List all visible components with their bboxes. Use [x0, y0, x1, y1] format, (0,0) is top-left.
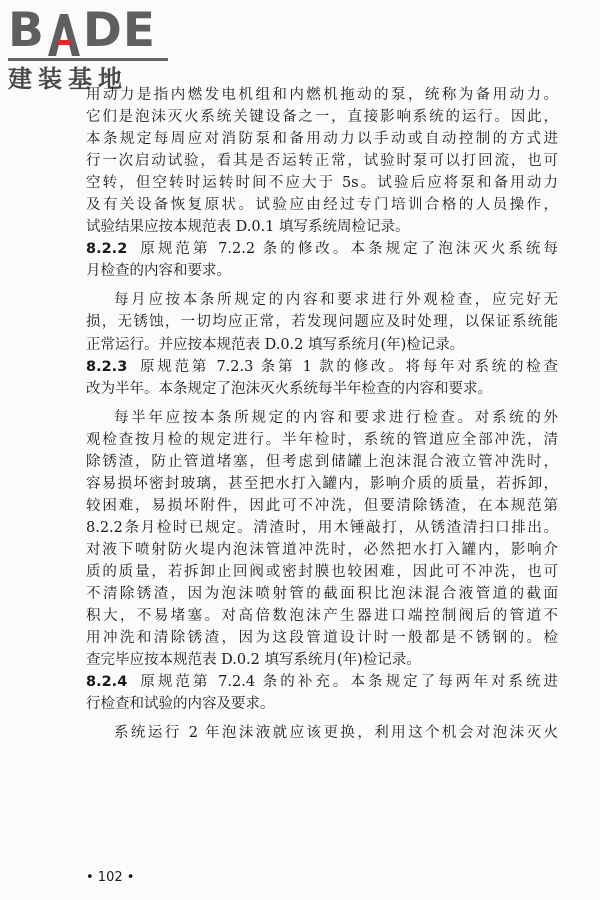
logo-letters-right: DE [82, 3, 156, 58]
section-heading-line: 改为半年。本条规定了泡沫灭火系统每半年检查的内容和要求。 [86, 380, 492, 397]
section-8-2-3 [86, 356, 558, 672]
section-heading-line: 月检查的内容和要求。 [86, 263, 231, 280]
text-line: 质的质量，若拆卸止回阀或密封膜也较困难，因此可不冲洗，也可 [86, 563, 558, 580]
section-number: 8.2.3 [86, 358, 128, 375]
logo-letters-left: B [8, 3, 45, 58]
logo-a-glyph [46, 12, 82, 56]
text-line: 不清除锈渣，因为泡沫喷射管的截面积比泡沫混合液管道的截面 [86, 586, 558, 603]
text-line: 每半年应按本条所规定的内容和要求进行检查。对系统的外 [114, 409, 558, 426]
text-line: 观检查按月检的规定进行。半年检时，系统的管道应全部冲洗，清 [86, 431, 558, 448]
section-8-2-2 [86, 238, 558, 355]
section-heading-line: 行检查和试验的内容及要求。 [86, 696, 275, 713]
page-number: • 102 • [86, 870, 135, 885]
text-line: 它们是泡沫灭火系统关键设备之一，直接影响系统的运行。因此， [86, 109, 558, 126]
text-line: 每月应按本条所规定的内容和要求进行外观检查，应完好无 [114, 292, 558, 309]
text-line: 用冲洗和清除锈渣，因为这段管道设计时一般都是不锈钢的。检 [86, 630, 558, 647]
text-line: 正常运行。并应按本规范表 D.0.2 填写系统月(年)检记录。 [86, 336, 465, 353]
text-line: 试验结果应按本规范表 D.0.1 填写系统周检记录。 [86, 219, 410, 236]
brand-logo [8, 3, 178, 93]
logo-a-icon [46, 12, 82, 56]
text-line: 对液下喷射防火堤内泡沫管道冲洗时，必然把水打入罐内，影响介 [86, 541, 558, 558]
text-line: 及有关设备恢复原状。试验应由经过专门培训合格的人员操作， [86, 197, 558, 214]
section-8-2-4 [86, 671, 558, 744]
section-number: 8.2.4 [86, 674, 128, 691]
text-line: 空转，但空转时运转时间不应大于 5s。试验后应将泵和备用动力 [86, 175, 558, 192]
section-heading-line: 原规范第 7.2.2 条的修改。本条规定了泡沫灭火系统每 [137, 241, 558, 258]
text-line: 损，无锈蚀，一切均应正常，若发现问题应及时处理，以保证系统能 [86, 314, 558, 331]
text-line: 较困难，易损坏附件，因此可不冲洗，但要清除锈渣，在本规范第 [86, 497, 558, 514]
text-line: 行一次启动试验，看其是否运转正常，试验时泵可以打回流，也可 [86, 153, 558, 170]
logo-wordmark [8, 3, 178, 58]
text-line: 系统运行 2 年泡沫液就应该更换，利用这个机会对泡沫灭火 [114, 725, 558, 742]
text-line: 用动力是指内燃发电机组和内燃机拖动的泵，统称为备用动力。 [86, 87, 558, 103]
text-line: 除锈渣，防止管道堵塞，但考虑到储罐上泡沫混合液立管冲洗时， [86, 453, 558, 470]
section-heading-line: 原规范第 7.2.3 条第 1 款的修改。将每年对系统的检查 [137, 358, 558, 375]
section-heading-line: 原规范第 7.2.4 条的补充。本条规定了每两年对系统进 [137, 674, 558, 691]
logo-divider [8, 58, 168, 61]
text-line: 查完毕应按本规范表 D.0.2 填写系统月(年)检记录。 [86, 652, 421, 669]
logo-tagline: 建装基地 [8, 65, 128, 93]
paragraph-continuation [86, 84, 558, 238]
text-line: 8.2.2条月检时已规定。清渣时，用木锤敲打，从锈渣清扫口排出。 [86, 519, 558, 536]
text-line: 积大，不易堵塞。对高倍数泡沫产生器进口端控制阀后的管道不 [86, 608, 558, 625]
text-line: 容易损坏密封玻璃，甚至把水打入罐内，影响介质的质量，若拆卸， [86, 475, 558, 492]
section-number: 8.2.2 [86, 241, 128, 258]
text-line: 本条规定每周应对消防泵和备用动力以手动或自动控制的方式进 [86, 131, 558, 148]
document-body [86, 84, 558, 744]
